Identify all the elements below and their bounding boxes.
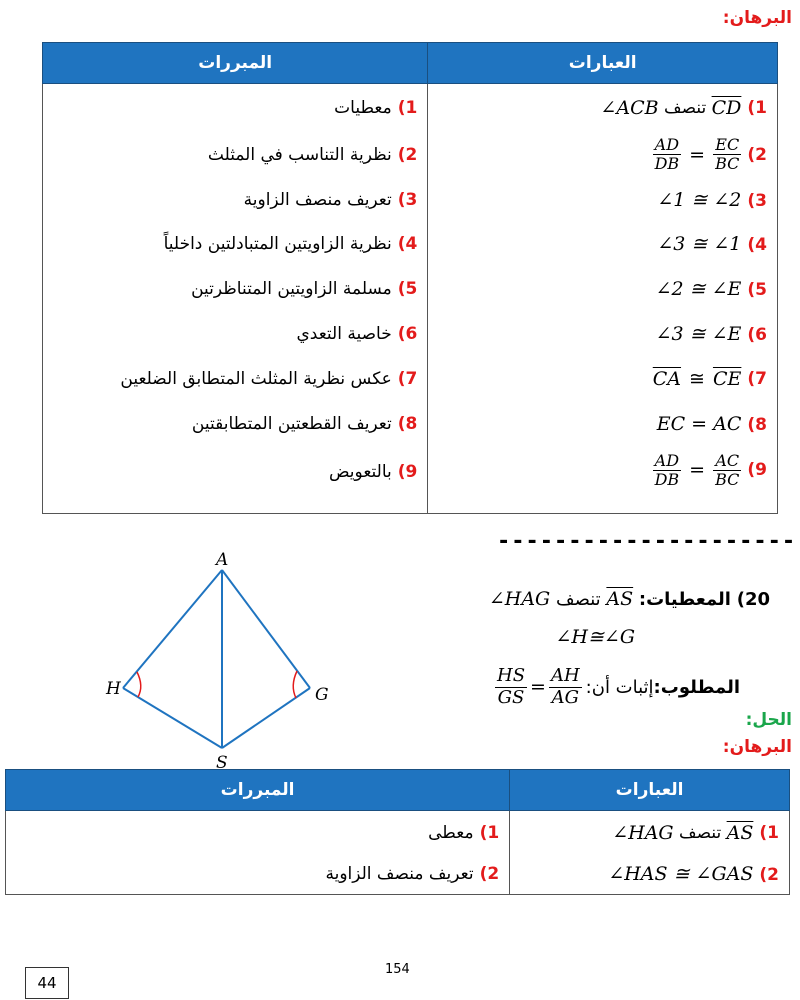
reasons-header: المبررات [6, 770, 510, 811]
row-number: 8) [397, 413, 418, 434]
row-number: 5) [397, 279, 418, 299]
problem-required: المطلوب: إثبات أن: $\frac{HS}{GS}$ = $\frac{AH}{AG}$ [497, 665, 740, 708]
label-S: S [216, 753, 228, 770]
statement-text: ∠1 ≅ ∠2 [657, 188, 742, 211]
row-number: 7) [747, 369, 767, 389]
statement-segment: $\overline{CA}$ [652, 368, 682, 390]
proof-table [42, 42, 778, 514]
table-row [43, 178, 778, 222]
label-A: A [216, 550, 229, 570]
problem-given-line2: ∠H≅∠G [555, 626, 635, 648]
fraction: $\frac{AD}{DB}$ [654, 450, 680, 489]
solution-heading: الحل: [745, 710, 792, 730]
problem-number: 20) [736, 589, 770, 610]
row-number: 6) [747, 325, 767, 345]
statement-text: ∠2 ≅ ∠E [655, 278, 742, 300]
row-number: 6) [397, 324, 418, 344]
table-row: 2) $\frac{AD}{DB}$ = $\frac{EC}{BC}$ 2)نظرية التناسب في المثلث [43, 132, 778, 178]
reasons-header: المبررات [43, 43, 428, 84]
table-row [6, 811, 790, 855]
page-box-number: 44 [25, 967, 69, 999]
statements-header: العبارات [428, 43, 778, 84]
fraction: $\frac{HS}{GS}$ [497, 665, 526, 708]
row-number: 1) [397, 97, 418, 118]
fraction: $\frac{AC}{BC}$ [715, 450, 740, 489]
statement-text: ∠HAS ≅ ∠GAS [608, 863, 754, 886]
statement-segment: $\overline{AS}$ [726, 821, 754, 844]
table-row [6, 855, 790, 895]
segment-GS [222, 688, 310, 748]
reason-text: تعريف منصف الزاوية [325, 864, 474, 885]
reason-text: نظرية الزاويتين المتبادلتين داخلياً [163, 234, 392, 254]
reason-text: معطى [428, 822, 474, 843]
row-number: 3) [397, 189, 418, 210]
statements-header: العبارات [510, 770, 790, 811]
required-label: المطلوب: [653, 676, 740, 698]
reason-text: مسلمة الزاويتين المتناظرتين [191, 279, 392, 299]
statement-word: تنصف [679, 822, 722, 843]
row-number: 8) [747, 414, 767, 435]
row-number: 2) [759, 865, 779, 886]
row-number: 4) [397, 234, 418, 254]
row-number: 9) [747, 460, 767, 481]
label-G: G [315, 685, 329, 705]
row-number: 1) [747, 97, 767, 118]
reason-text: معطيات [334, 97, 392, 118]
reason-text: بالتعويض [328, 461, 392, 482]
row-number: 2) [747, 144, 767, 165]
table-row [43, 402, 778, 446]
row-number: 5) [747, 280, 767, 300]
statement-angle: ∠HAG [612, 821, 674, 844]
problem-given [390, 588, 770, 610]
row-number: 2) [479, 864, 500, 885]
proof-heading: البرهان: [722, 737, 792, 757]
reason-text: خاصية التعدي [296, 324, 392, 344]
statement-segment: $\overline{CD}$ [711, 96, 742, 119]
proof-table [5, 769, 790, 895]
statement-text: EC = AC [656, 412, 742, 435]
statement-text: ∠3 ≅ ∠E [655, 323, 742, 345]
table-row: 9) $\frac{AD}{DB}$ = $\frac{AC}{BC}$ 9)بالتعويض [43, 446, 778, 514]
statement-text: ∠3 ≅ ∠1 [657, 233, 742, 255]
given-word: تنصف [555, 589, 601, 610]
given-angle: ∠HAG [488, 588, 551, 610]
page-number: 154 [385, 962, 410, 977]
row-number: 7) [397, 369, 418, 389]
row-number: 1) [759, 822, 779, 843]
fraction: $\frac{AD}{DB}$ [654, 134, 680, 173]
given-segment: $\overline{AS}$ [606, 588, 634, 610]
table-row [43, 267, 778, 312]
separator-line: --------------------- [497, 529, 797, 554]
angle-mark-G [293, 671, 297, 698]
kite-figure [100, 548, 360, 770]
fraction: $\frac{EC}{BC}$ [715, 134, 740, 173]
table-row: 7) $\overline{CA}$ ≅ $\overline{CE}$ 7)عكس نظرية المثلث المتطابق الضلعين [43, 357, 778, 402]
statement-angle: ∠ACB [600, 96, 659, 119]
reason-text: نظرية التناسب في المثلث [207, 144, 392, 165]
required-text: إثبات أن: [585, 676, 654, 698]
reason-text: تعريف منصف الزاوية [243, 189, 392, 210]
table-row [43, 84, 778, 132]
row-number: 9) [397, 461, 418, 482]
row-number: 3) [747, 190, 767, 211]
table-row [43, 222, 778, 267]
angle-mark-H [137, 672, 141, 697]
segment-HS [123, 688, 222, 748]
label-H: H [106, 679, 121, 699]
given-label: المعطيات: [638, 589, 731, 610]
statement-segment: $\overline{CE}$ [712, 368, 742, 390]
statement-word: تنصف [663, 97, 707, 118]
segment-AG [222, 570, 310, 688]
row-number: 2) [397, 144, 418, 165]
row-number: 1) [479, 822, 500, 843]
segment-AH [123, 570, 222, 688]
proof-heading: البرهان: [722, 8, 792, 28]
fraction: $\frac{AH}{AG}$ [550, 665, 580, 708]
row-number: 4) [747, 235, 767, 255]
table-row [43, 312, 778, 357]
reason-text: عكس نظرية المثلث المتطابق الضلعين [120, 369, 392, 389]
reason-text: تعريف القطعتين المتطابقتين [191, 413, 392, 434]
